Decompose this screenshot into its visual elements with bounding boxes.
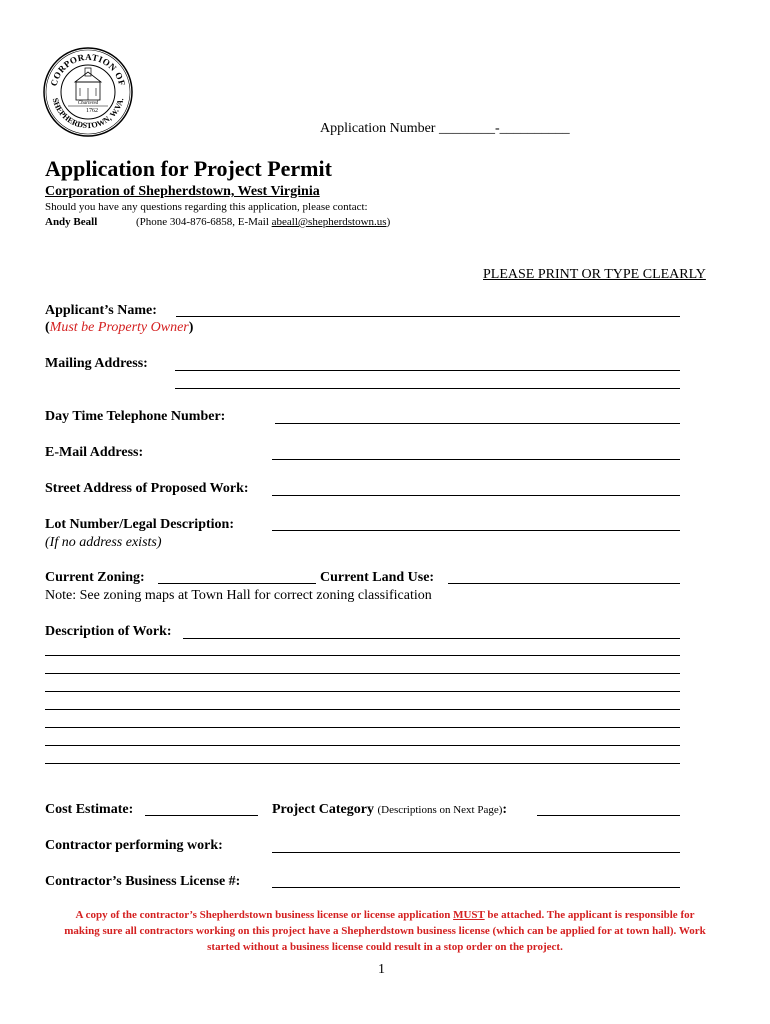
contact-phone-prefix: (Phone 304-876-6858, E-Mail [136,216,272,228]
contractor-license-field[interactable] [272,887,680,888]
description-field-1[interactable] [183,638,680,639]
lot-number-label: Lot Number/Legal Description: [45,517,234,532]
day-phone-label: Day Time Telephone Number: [45,409,226,424]
contractor-license-label: Contractor’s Business License #: [45,874,241,889]
project-category-field[interactable] [537,815,680,816]
subtitle: Corporation of Shepherdstown, West Virginia [45,184,320,199]
contact-phone-suffix: ) [386,216,391,228]
notice-part1: A copy of the contractor’s Shepherdstown business license or license application [75,909,454,921]
contact-name: Andy Beall [45,216,98,228]
applicant-note-text: Must be Property Owner [49,320,189,335]
description-field-3[interactable] [45,673,680,674]
license-notice [58,907,712,955]
cost-estimate-field[interactable] [145,815,258,816]
mailing-address-label: Mailing Address: [45,356,148,371]
current-land-use-field[interactable] [448,583,680,584]
application-number-label: Application Number ________-__________ [320,121,570,136]
current-land-use-label: Current Land Use: [320,570,435,585]
description-field-8[interactable] [45,763,680,764]
contractor-field[interactable] [272,852,680,853]
applicant-name-label: Applicant’s Name: [45,303,157,318]
current-zoning-label: Current Zoning: [45,570,145,585]
applicant-name-field[interactable] [176,316,680,317]
street-address-label: Street Address of Proposed Work: [45,481,249,496]
project-category-colon: : [502,802,508,817]
cost-estimate-label: Cost Estimate: [45,802,134,817]
description-field-5[interactable] [45,709,680,710]
contractor-label: Contractor performing work: [45,838,223,853]
email-label: E-Mail Address: [45,445,144,460]
seal-inner-text-2: 1762 [86,108,98,114]
applicant-note-open: ( [45,320,50,335]
lot-number-field[interactable] [272,530,680,531]
seal-inner-text-1: Chartered [77,101,99,106]
email-field[interactable] [272,459,680,460]
page-number: 1 [378,962,385,977]
notice-part2: be attached. The applicant is responsible for making sure all contractors working on this project have a Shepherdstown business license (which can be applied for at town hall). Work started without a business license could result in a stop order on the project. [64,909,706,953]
seal-bottom-text: SHEPHERDSTOWN, W.VA. [50,96,126,131]
description-label: Description of Work: [45,624,172,639]
print-notice: PLEASE PRINT OR TYPE CLEARLY [483,267,706,282]
description-field-7[interactable] [45,745,680,746]
questions-text: Should you have any questions regarding this application, please contact: [45,201,368,213]
project-category-text: Project Category [272,802,374,817]
project-category-note: (Descriptions on Next Page) [377,804,503,816]
town-seal-logo [42,46,134,138]
description-field-2[interactable] [45,655,680,656]
zoning-note: Note: See zoning maps at Town Hall for correct zoning classification [45,588,432,603]
page-title: Application for Project Permit [45,156,332,181]
current-zoning-field[interactable] [158,583,316,584]
mailing-address-field-2[interactable] [175,388,680,389]
day-phone-field[interactable] [275,423,680,424]
description-field-6[interactable] [45,727,680,728]
mailing-address-field-1[interactable] [175,370,680,371]
notice-must: MUST [453,909,485,921]
applicant-note [45,320,193,336]
applicant-note-close: ) [188,320,194,335]
contact-email-link[interactable]: abeall@shepherdstown.us [271,216,387,228]
street-address-field[interactable] [272,495,680,496]
lot-note: (If no address exists) [45,535,162,550]
project-category-label [272,802,507,818]
seal-top-text: CORPORATION OF [48,51,128,88]
contact-info [136,216,390,228]
description-field-4[interactable] [45,691,680,692]
